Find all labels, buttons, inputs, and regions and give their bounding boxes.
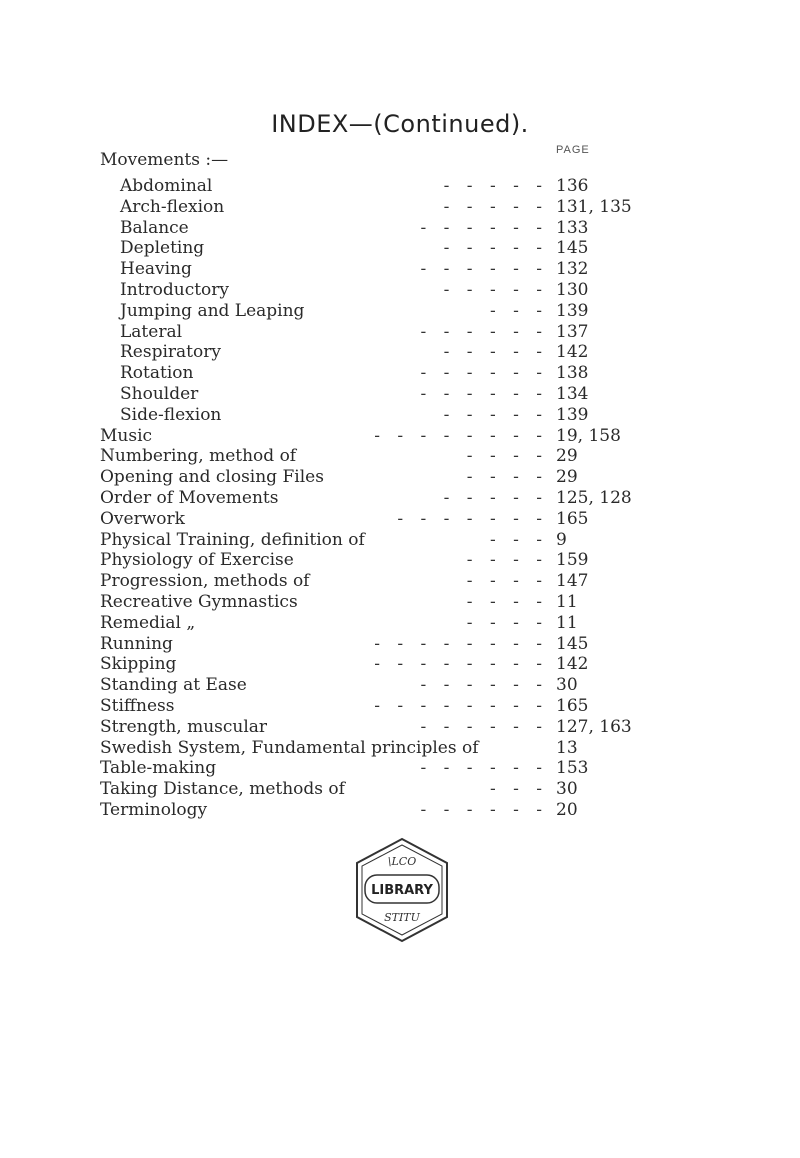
entry-page-number: 145: [556, 633, 589, 654]
entry-leader-dashes: - - - -: [466, 467, 548, 488]
entry-leader-dashes: - - -: [489, 779, 548, 800]
entry-leader-dashes: - - - - - -: [420, 363, 548, 384]
entry-leader-dashes: - - - - - -: [420, 675, 548, 696]
entry-page-number: 159: [556, 550, 589, 571]
entry-label: Remedial „: [100, 612, 196, 633]
index-entry: [0, 696, 800, 717]
entry-leader-dashes: - - - - - - - -: [374, 633, 548, 654]
index-entry: [0, 405, 800, 426]
section-heading: Movements :—: [100, 150, 229, 170]
entry-page-number: 131, 135: [556, 196, 632, 217]
entry-leader-dashes: - - -: [489, 529, 548, 550]
library-stamp: [347, 835, 457, 945]
entry-leader-dashes: - - - -: [466, 550, 548, 571]
entry-label: Side-flexion: [120, 404, 222, 425]
entry-leader-dashes: - - - - - - - -: [374, 654, 548, 675]
entry-leader-dashes: - - - - - -: [420, 217, 548, 238]
index-entry: [0, 446, 800, 467]
entry-label: Heaving: [120, 259, 192, 280]
entry-leader-dashes: - - - - -: [443, 196, 548, 217]
entry-label: Abdominal: [120, 176, 213, 196]
entry-label: Lateral: [120, 321, 183, 342]
entry-label: Overwork: [100, 508, 185, 529]
entry-page-number: 127, 163: [556, 716, 632, 737]
entry-leader-dashes: - - - - -: [443, 342, 548, 363]
entry-leader-dashes: - - - - -: [443, 176, 548, 196]
entry-label: Running: [100, 633, 173, 654]
entry-label: Music: [100, 425, 153, 446]
entry-label: Progression, methods of: [100, 571, 310, 592]
entry-page-number: 139: [556, 404, 589, 425]
index-entry: [0, 384, 800, 405]
entry-leader-dashes: - - - - - - -: [397, 508, 548, 529]
index-entry: [0, 509, 800, 530]
entry-label: Standing at Ease: [100, 675, 247, 696]
entry-leader-dashes: - - - - - -: [420, 259, 548, 280]
index-entries: [0, 176, 800, 821]
entry-label: Introductory: [120, 279, 230, 300]
index-entry: [0, 280, 800, 301]
index-entry: [0, 467, 800, 488]
entry-leader-dashes: - - - -: [466, 591, 548, 612]
index-entry: [0, 634, 800, 655]
entry-page-number: 137: [556, 321, 589, 342]
index-entry: [0, 571, 800, 592]
entry-label: Jumping and Leaping: [120, 300, 305, 321]
entry-label: Respiratory: [120, 342, 221, 363]
entry-page-number: 145: [556, 238, 589, 259]
index-entry: [0, 800, 800, 821]
entry-page-number: 29: [556, 467, 578, 488]
index-entry: [0, 738, 800, 759]
entry-page-number: 125, 128: [556, 487, 632, 508]
entry-page-number: 165: [556, 695, 589, 716]
entry-leader-dashes: - - - - - - - -: [374, 425, 548, 446]
entry-label: Opening and closing Files: [100, 467, 324, 488]
entry-label: Balance: [120, 217, 189, 238]
entry-leader-dashes: - - - - -: [443, 487, 548, 508]
entry-page-number: 30: [556, 675, 578, 696]
index-entry: [0, 592, 800, 613]
entry-page-number: 139: [556, 300, 589, 321]
index-entry: [0, 238, 800, 259]
entry-leader-dashes: - - - -: [466, 446, 548, 467]
entry-label: Physiology of Exercise: [100, 550, 294, 571]
index-entry: [0, 301, 800, 322]
index-entry: [0, 197, 800, 218]
entry-page-number: 11: [556, 612, 578, 633]
entry-label: Terminology: [100, 799, 208, 820]
entry-label: Numbering, method of: [100, 446, 297, 467]
index-entry: [0, 322, 800, 343]
entry-leader-dashes: - - - - - -: [420, 716, 548, 737]
entry-leader-dashes: - - -: [489, 300, 548, 321]
index-entry: [0, 758, 800, 779]
entry-leader-dashes: - - - - -: [443, 238, 548, 259]
entry-page-number: 142: [556, 654, 589, 675]
entry-page-number: 138: [556, 363, 589, 384]
entry-leader-dashes: - - - -: [466, 612, 548, 633]
entry-page-number: 19, 158: [556, 425, 621, 446]
index-entry: [0, 779, 800, 800]
entry-page-number: 147: [556, 571, 589, 592]
entry-page-number: 130: [556, 279, 589, 300]
index-entry: [0, 363, 800, 384]
index-entry: [0, 654, 800, 675]
entry-page-number: 142: [556, 342, 589, 363]
page-title: INDEX—(Continued).: [271, 110, 529, 138]
index-entry: [0, 218, 800, 239]
entry-label: Shoulder: [120, 383, 199, 404]
entry-page-number: 20: [556, 799, 578, 820]
entry-label: Arch-flexion: [120, 196, 225, 217]
stamp-center-text: LIBRARY: [371, 883, 433, 898]
entry-page-number: 132: [556, 259, 589, 280]
entry-page-number: 11: [556, 591, 578, 612]
entry-leader-dashes: - - - - -: [443, 279, 548, 300]
index-entry: [0, 675, 800, 696]
entry-leader-dashes: - - - -: [466, 571, 548, 592]
entry-leader-dashes: - - - - -: [443, 404, 548, 425]
index-entry: [0, 488, 800, 509]
entry-label: Swedish System, Fundamental principles of: [100, 737, 479, 758]
entry-page-number: 134: [556, 383, 589, 404]
entry-label: Skipping: [100, 654, 177, 675]
entry-page-number: 13: [556, 737, 578, 758]
entry-page-number: 30: [556, 779, 578, 800]
index-entry: [0, 342, 800, 363]
entry-label: Taking Distance, methods of: [100, 779, 345, 800]
index-entry: [0, 613, 800, 634]
index-entry: [0, 550, 800, 571]
entry-page-number: 165: [556, 508, 589, 529]
entry-leader-dashes: - - - - - -: [420, 758, 548, 779]
entry-page-number: 133: [556, 217, 589, 238]
entry-page-number: 29: [556, 446, 578, 467]
entry-label: Strength, muscular: [100, 716, 268, 737]
stamp-top-text: \LCO: [387, 855, 417, 868]
entry-label: Table-making: [100, 758, 217, 779]
entry-label: Recreative Gymnastics: [100, 591, 298, 612]
entry-label: Depleting: [120, 238, 205, 259]
entry-label: Order of Movements: [100, 487, 279, 508]
index-entry: [0, 259, 800, 280]
entry-leader-dashes: - - - - - -: [420, 321, 548, 342]
stamp-bottom-text: STITU: [384, 911, 420, 924]
index-entry: [0, 176, 800, 197]
index-entry: [0, 530, 800, 551]
entry-page-number: 136: [556, 176, 589, 196]
entry-leader-dashes: - - - - - -: [420, 799, 548, 820]
entry-label: Rotation: [120, 363, 194, 384]
entry-label: Physical Training, definition of: [100, 529, 365, 550]
entry-leader-dashes: - - - - - -: [420, 383, 548, 404]
index-entry: [0, 717, 800, 738]
entry-page-number: 153: [556, 758, 589, 779]
entry-page-number: 9: [556, 529, 567, 550]
index-entry: [0, 426, 800, 447]
page-column-label: PAGE: [556, 144, 590, 156]
entry-leader-dashes: - - - - - - - -: [374, 695, 548, 716]
entry-label: Stiffness: [100, 695, 175, 716]
